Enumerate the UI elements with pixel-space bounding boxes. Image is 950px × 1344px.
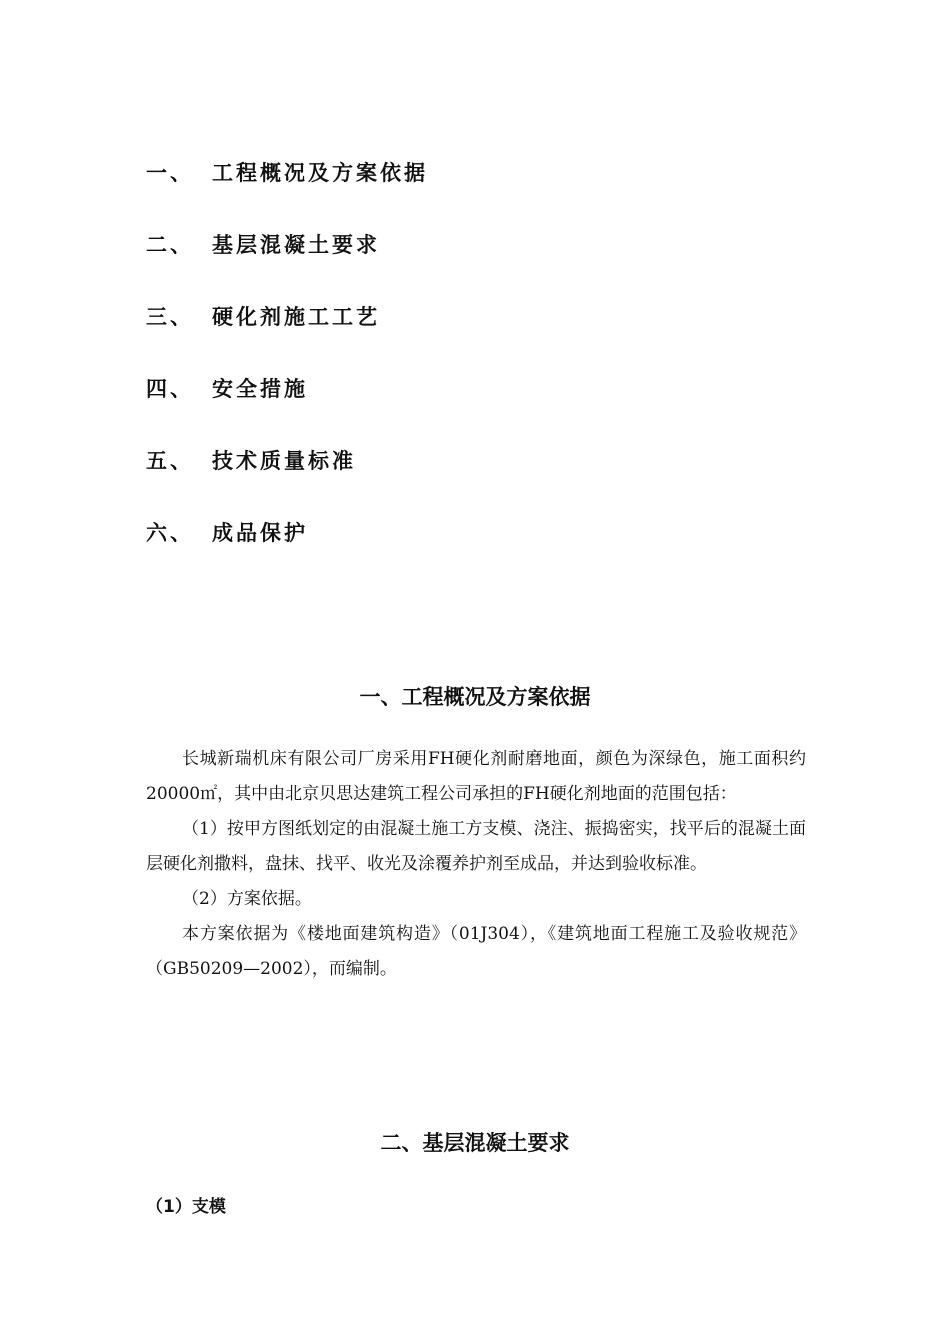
toc-item-title: 工程概况及方案依据	[212, 161, 428, 185]
section-heading: 二、基层混凝土要求	[380, 1131, 570, 1155]
paragraph: （1）按甲方图纸划定的由混凝土施工方支模、浇注、振捣密实，找平后的混凝土面层硬化剂撒料，盘抹、找平、收光及涂覆养护剂至成品，并达到验收标准。	[146, 819, 806, 874]
toc-item-number: 二、	[146, 233, 194, 257]
sub-heading: （1）支模	[146, 1197, 226, 1217]
toc-item	[146, 230, 806, 302]
paragraph: 长城新瑞机床有限公司厂房采用FH硬化剂耐磨地面，颜色为深绿色，施工面积约20000㎡，其中由北京贝思达建筑工程公司承担的FH硬化剂地面的范围包括：	[146, 749, 806, 804]
toc-item-title: 技术质量标准	[212, 449, 356, 473]
toc-item	[146, 302, 806, 374]
section-body	[146, 742, 806, 987]
table-of-contents	[146, 158, 806, 590]
toc-item-number: 六、	[146, 521, 194, 545]
paragraph: 本方案依据为《楼地面建筑构造》（01J304），《建筑地面工程施工及验收规范》（GB50209—2002），而编制。	[146, 924, 806, 979]
toc-item-title: 安全措施	[212, 377, 308, 401]
toc-item	[146, 446, 806, 518]
section-heading: 一、工程概况及方案依据	[359, 685, 591, 709]
toc-item-number: 三、	[146, 305, 194, 329]
toc-item	[146, 518, 806, 590]
toc-item-title: 成品保护	[212, 521, 308, 545]
toc-item-title: 基层混凝土要求	[212, 233, 380, 257]
paragraph: （2）方案依据。	[182, 889, 312, 909]
toc-item-number: 四、	[146, 377, 194, 401]
toc-item	[146, 374, 806, 446]
toc-item	[146, 158, 806, 230]
toc-item-number: 一、	[146, 161, 194, 185]
toc-item-title: 硬化剂施工工艺	[212, 305, 380, 329]
toc-item-number: 五、	[146, 449, 194, 473]
